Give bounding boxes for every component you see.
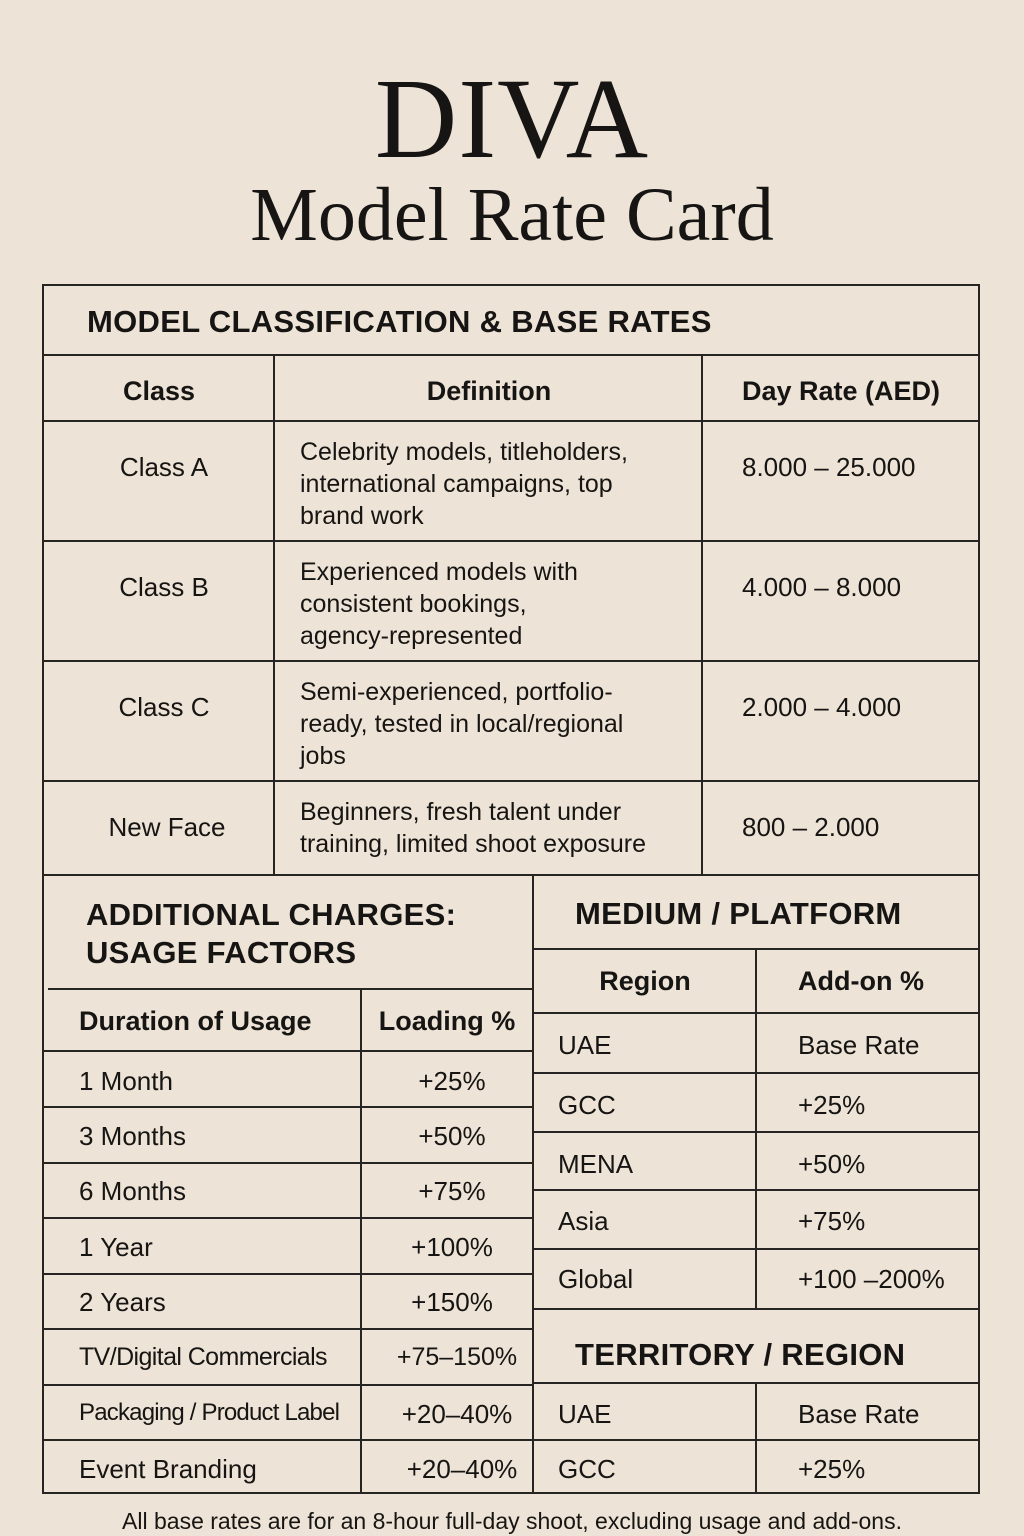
medium-region: GCC (558, 1090, 616, 1120)
divider (48, 988, 532, 990)
divider (44, 1106, 532, 1108)
class-definition (300, 676, 690, 772)
class-definition (300, 436, 690, 532)
rate-card (42, 284, 980, 1494)
usage-heading-line: ADDITIONAL CHARGES: (86, 897, 457, 932)
medium-region: MENA (558, 1149, 634, 1179)
column-header-day-rate: Day Rate (AED) (741, 376, 941, 406)
definition-line: jobs (300, 742, 346, 770)
usage-duration: 2 Years (79, 1287, 166, 1317)
usage-loading: +100% (411, 1232, 493, 1262)
territory-addon: +25% (798, 1454, 866, 1484)
usage-loading: +75–150% (396, 1343, 518, 1371)
day-rate: 4.000 – 8.000 (742, 572, 902, 602)
class-name: Class A (119, 452, 209, 482)
divider (755, 948, 757, 1308)
usage-loading: +25% (418, 1066, 486, 1096)
medium-region: UAE (558, 1030, 612, 1060)
medium-region: Asia (558, 1206, 609, 1236)
divider (44, 354, 978, 356)
day-rate: 8.000 – 25.000 (742, 452, 916, 482)
usage-loading: +50% (418, 1121, 486, 1151)
definition-line: Semi-experienced, portfolio- (300, 678, 613, 706)
page-title: Model Rate Card (250, 173, 774, 257)
definition-line: international campaigns, top (300, 470, 613, 498)
column-header-duration: Duration of Usage (79, 1006, 312, 1036)
divider (273, 354, 275, 876)
medium-addon: Base Rate (798, 1030, 920, 1060)
column-header-definition: Definition (426, 376, 552, 406)
divider (701, 354, 703, 876)
medium-region: Global (558, 1264, 634, 1294)
class-name: Class C (118, 692, 210, 722)
divider (44, 1273, 532, 1275)
usage-duration: 1 Month (79, 1066, 173, 1096)
medium-heading: MEDIUM / PLATFORM (575, 896, 902, 931)
definition-line: ready, tested in local/regional (300, 710, 624, 738)
brand-title: DIVA (374, 55, 650, 182)
day-rate: 2.000 – 4.000 (742, 692, 902, 722)
definition-line: Beginners, fresh talent under (300, 798, 622, 826)
column-header-class: Class (122, 376, 196, 406)
divider (44, 1050, 532, 1052)
divider (44, 1162, 532, 1164)
territory-region: GCC (558, 1454, 616, 1484)
divider (755, 1382, 757, 1494)
footer-note: All base rates are for an 8-hour full-day shoot, excluding usage and add-ons. (122, 1508, 902, 1534)
usage-duration: Event Branding (79, 1454, 257, 1484)
class-name: Class B (119, 572, 209, 602)
usage-duration: TV/Digital Commercials (79, 1343, 327, 1371)
divider (44, 1328, 532, 1330)
divider (44, 540, 978, 542)
divider (360, 988, 362, 1494)
usage-duration: Packaging / Product Label (79, 1399, 340, 1426)
medium-addon: +50% (798, 1149, 866, 1179)
medium-addon: +25% (798, 1090, 866, 1120)
medium-addon: +100 –200% (798, 1264, 945, 1294)
usage-heading-line: USAGE FACTORS (86, 935, 357, 970)
classification-heading: MODEL CLASSIFICATION & BASE RATES (87, 304, 712, 339)
definition-line: Celebrity models, titleholders, (300, 438, 628, 466)
class-name: New Face (108, 812, 226, 842)
divider (44, 420, 978, 422)
divider (44, 1384, 532, 1386)
class-definition (300, 796, 690, 860)
column-header-region: Region (599, 966, 691, 996)
column-header-loading: Loading % (378, 1006, 516, 1036)
class-definition (300, 556, 690, 652)
definition-line: brand work (300, 502, 424, 530)
day-rate: 800 – 2.000 (742, 812, 880, 842)
medium-addon: +75% (798, 1206, 866, 1236)
divider (44, 660, 978, 662)
usage-loading: +150% (411, 1287, 493, 1317)
territory-region: UAE (558, 1399, 612, 1429)
territory-addon: Base Rate (798, 1399, 920, 1429)
definition-line: consistent bookings, (300, 590, 527, 618)
usage-loading: +75% (418, 1176, 486, 1206)
divider (44, 1217, 532, 1219)
usage-loading: +20–40% (401, 1399, 513, 1429)
column-header-addon: Add-on % (798, 966, 924, 996)
usage-heading (86, 896, 456, 972)
divider (44, 1439, 532, 1441)
definition-line: training, limited shoot exposure (300, 830, 647, 858)
territory-heading: TERRITORY / REGION (575, 1337, 906, 1372)
divider (44, 874, 978, 876)
definition-line: Experienced models with (300, 558, 578, 586)
usage-loading: +20–40% (406, 1454, 518, 1484)
usage-duration: 6 Months (79, 1176, 186, 1206)
usage-duration: 3 Months (79, 1121, 186, 1151)
divider (44, 780, 978, 782)
definition-line: agency-represented (300, 622, 523, 650)
usage-duration: 1 Year (79, 1232, 153, 1262)
divider (534, 1308, 978, 1310)
